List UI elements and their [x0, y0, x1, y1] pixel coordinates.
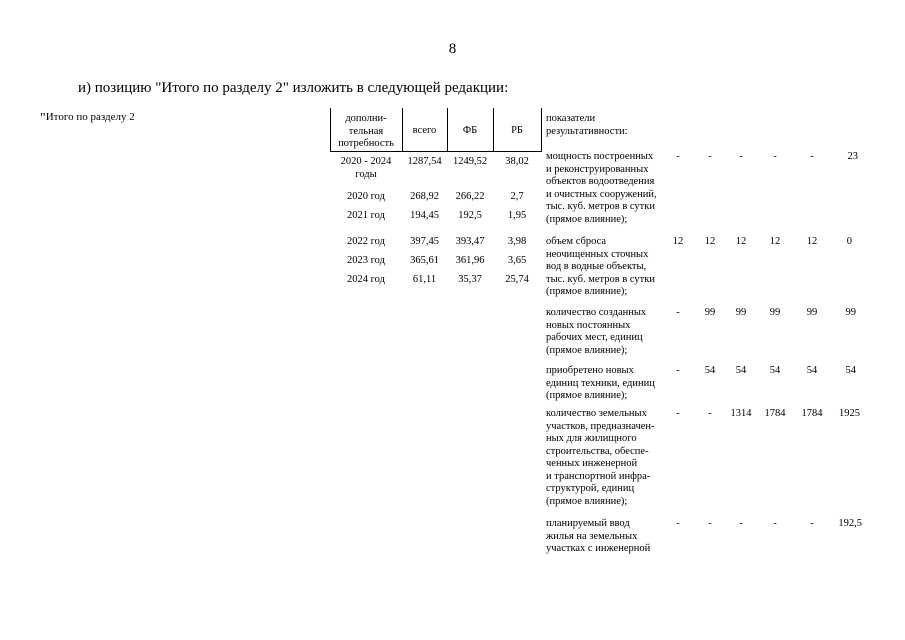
indicator-line: (прямое влияние);: [546, 390, 628, 401]
fb-value: 266,22: [455, 191, 485, 202]
total-value: 268,92: [410, 191, 439, 202]
indicator-line: тыс. куб. метров в сутки: [546, 273, 655, 285]
indicator-line: ченных инженерной: [546, 458, 638, 469]
indicator-value: -: [676, 151, 680, 162]
indicator-value: -: [739, 518, 743, 529]
amendment-heading: и) позицию "Итого по разделу 2" изложить в следующей редакции:: [78, 80, 509, 96]
indicator-line: (прямое влияние);: [546, 286, 628, 297]
header-need-line: дополни-: [345, 113, 387, 124]
table-border: [541, 108, 542, 151]
indicator-value: -: [739, 151, 743, 162]
indicator-line: и реконструированных: [546, 163, 649, 175]
period-line: 2020 - 2024: [340, 156, 392, 167]
indicator-value: -: [708, 408, 712, 419]
section-label-text: Итого по разделу 2: [45, 111, 135, 123]
period-label: 2020 год: [347, 191, 385, 202]
indicator-line: тыс. куб. метров в сутки: [546, 201, 655, 212]
indicator-line: (прямое влияние);: [546, 495, 628, 507]
total-value: 365,61: [410, 255, 439, 266]
indicator-value: 1784: [764, 408, 786, 419]
header-need-line: тельная: [348, 125, 384, 137]
indicator-text: [546, 365, 655, 403]
indicator-line: количество земельных: [546, 408, 647, 419]
fb-value: 361,96: [455, 255, 485, 266]
indicator-line: объектов водоотведения: [546, 176, 655, 187]
indicator-value: 1314: [730, 408, 752, 419]
rb-value: 3,98: [507, 236, 527, 247]
indicator-text: [546, 518, 650, 556]
indicator-value: -: [708, 518, 712, 529]
indicators-header: [546, 113, 628, 138]
indicator-value: 192,5: [838, 518, 862, 529]
indicator-value: -: [676, 307, 680, 318]
indicator-line: и очистных сооружений,: [546, 188, 657, 200]
indicator-line: участков, предназначен-: [546, 420, 655, 432]
indicator-text: [546, 236, 655, 299]
indicator-value: 99: [806, 307, 818, 318]
total-value: 194,45: [410, 210, 439, 221]
indicator-value: 54: [845, 365, 856, 376]
indicator-line: вод в водные объекты,: [546, 261, 647, 272]
indicator-value: -: [676, 408, 680, 419]
indicator-value: 54: [735, 365, 747, 376]
indicator-line: (прямое влияние);: [546, 213, 628, 225]
indicator-value: -: [773, 518, 777, 529]
rb-value: 38,02: [505, 156, 529, 167]
opening-quote: ": [40, 111, 46, 126]
indicator-line: ных для жилищного: [546, 433, 637, 444]
rb-value: 3,65: [507, 255, 527, 266]
period-line: годы: [355, 168, 377, 180]
rb-value: 2,7: [510, 191, 524, 202]
indicator-value: 99: [845, 307, 856, 318]
period-label: 2022 год: [347, 236, 385, 247]
indicator-value: 23: [847, 151, 858, 162]
funding-table: [330, 108, 542, 298]
indicators-header-line: результативности:: [546, 125, 628, 137]
indicator-line: планируемый ввод: [546, 518, 630, 529]
header-rb: РБ: [511, 125, 523, 136]
indicator-line: новых постоянных: [546, 319, 631, 331]
indicator-line: и транспортной инфра-: [546, 470, 651, 482]
indicator-value: -: [676, 518, 680, 529]
indicator-value: 12: [672, 236, 684, 247]
indicator-line: рабочих мест, единиц: [546, 332, 643, 343]
indicator-value: -: [676, 365, 680, 376]
fb-value: 393,47: [455, 236, 485, 247]
indicator-line: количество созданных: [546, 307, 647, 318]
fb-value: 1249,52: [452, 156, 488, 167]
indicator-text: [546, 151, 657, 226]
indicators-header-line: показатели: [546, 113, 596, 124]
indicator-value: -: [773, 151, 777, 162]
rb-value: 25,74: [505, 274, 529, 285]
indicator-line: структурой, единиц: [546, 483, 635, 494]
indicator-line: жилья на земельных: [546, 530, 638, 542]
indicator-line: приобретено новых: [546, 365, 634, 376]
indicator-text: [546, 408, 655, 508]
period-label: 2023 год: [347, 255, 385, 266]
period-label: [330, 156, 402, 181]
period-label: 2021 год: [347, 210, 385, 221]
indicator-line: (прямое влияние);: [546, 344, 628, 356]
total-value: 1287,54: [407, 156, 442, 167]
indicator-value: -: [810, 151, 814, 162]
indicator-value: -: [708, 151, 712, 162]
total-value: 397,45: [410, 236, 439, 247]
indicator-value: 99: [735, 307, 747, 318]
indicator-value: 99: [769, 307, 781, 318]
fb-value: 192,5: [458, 210, 482, 221]
header-need: [330, 113, 402, 151]
indicator-value: 99: [704, 307, 716, 318]
indicator-value: 54: [704, 365, 716, 376]
indicator-value: 12: [704, 236, 716, 247]
total-value: 61,11: [412, 274, 437, 285]
period-label: 2024 год: [347, 274, 385, 285]
indicator-text: [546, 307, 646, 357]
indicator-line: участках с инженерной: [546, 543, 651, 554]
header-total: всего: [412, 125, 437, 136]
indicator-value: 12: [806, 236, 818, 247]
indicator-value: 54: [769, 365, 781, 376]
indicator-line: единиц техники, единиц: [546, 377, 655, 389]
indicator-line: объем сброса: [546, 236, 607, 247]
rb-value: 1,95: [507, 210, 527, 221]
table-border: [330, 151, 542, 152]
indicator-line: строительства, обеспе-: [546, 445, 649, 457]
header-fb: ФБ: [462, 125, 478, 136]
section-label: [40, 111, 135, 127]
indicator-value: 0: [846, 236, 852, 247]
indicator-value: 12: [735, 236, 747, 247]
header-need-line: потребность: [338, 138, 394, 149]
page-number: 8: [448, 41, 457, 57]
indicator-value: 1784: [801, 408, 823, 419]
indicator-line: неочищенных сточных: [546, 248, 649, 260]
fb-value: 35,37: [458, 274, 482, 285]
indicator-value: -: [810, 518, 814, 529]
indicator-value: 54: [806, 365, 818, 376]
indicator-value: 12: [769, 236, 781, 247]
indicator-value: 1925: [839, 408, 860, 419]
indicator-line: мощность построенных: [546, 151, 654, 162]
